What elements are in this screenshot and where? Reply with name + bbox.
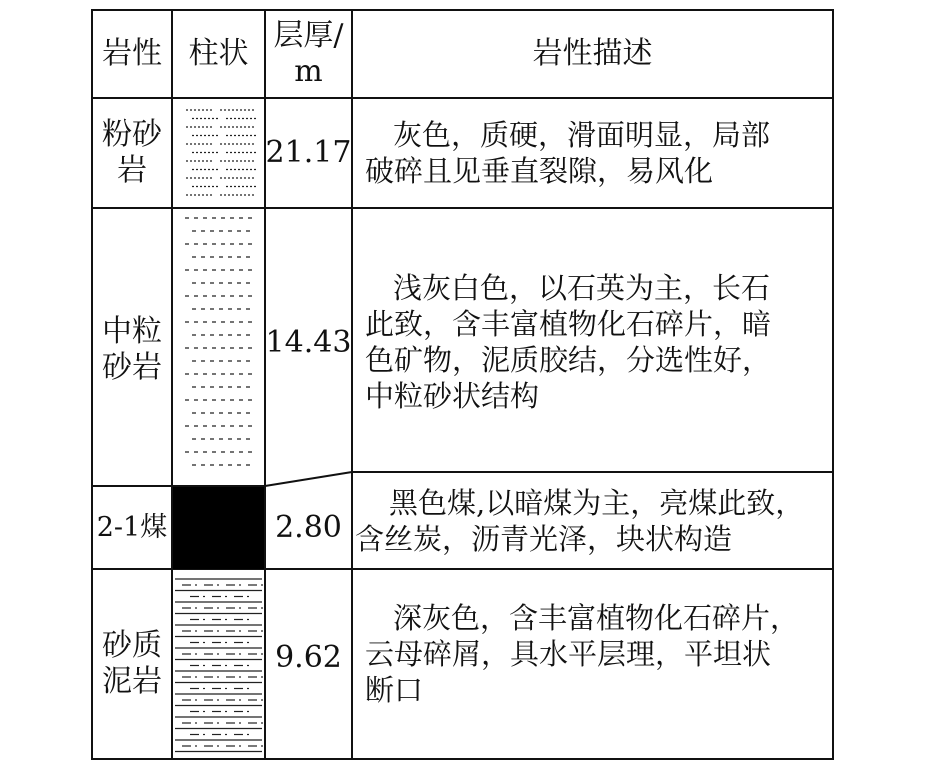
siltstone-pattern [186, 110, 256, 195]
description-line: 此致，含丰富植物化石碎片，暗 [365, 307, 772, 341]
row-siltstone-description [365, 117, 833, 189]
header-thickness [265, 18, 352, 90]
row-name-line: 岩 [117, 153, 147, 188]
description-line: 中粒砂状结构 [365, 379, 540, 413]
row-name-line: 砂岩 [102, 350, 162, 385]
row-sandstone-description [365, 270, 833, 414]
header-thickness-unit: m [294, 54, 323, 89]
row-name-line: 中粒 [102, 314, 162, 349]
row-sandstone-name [92, 314, 172, 386]
description-line: 灰色，质硬，滑面明显，局部 [393, 118, 771, 152]
description-line: 浅灰白色，以石英为主，长石 [393, 271, 771, 305]
coal-block [173, 487, 264, 569]
row-coal-name: 2-1煤 [96, 512, 168, 543]
row-mudstone-thickness: 9.62 [275, 640, 342, 675]
row-mudstone-name [92, 628, 172, 700]
description-line: 含丝炭，沥青光泽，块状构造 [355, 522, 733, 556]
row-sandstone-thickness: 14.43 [265, 325, 352, 360]
row-mudstone-description [365, 600, 833, 708]
row-coal-description [355, 485, 835, 557]
row-name-line: 粉砂 [102, 117, 162, 152]
description-line: 黑色煤,以暗煤为主，亮煤此致， [389, 486, 805, 520]
row-coal-thickness: 2.80 [275, 510, 342, 545]
sandstone-pattern [185, 218, 255, 465]
header-lithology: 岩性 [102, 36, 162, 71]
description-line: 深灰色，含丰富植物化石碎片， [393, 601, 800, 635]
row-siltstone-name [92, 117, 172, 189]
row-siltstone-thickness: 21.17 [265, 135, 352, 170]
header-thickness-label: 层厚/ [273, 18, 344, 53]
description-line: 色矿物，泥质胶结，分选性好， [365, 343, 772, 377]
description-line: 破碎且见垂直裂隙，易风化 [365, 154, 714, 188]
header-column: 柱状 [188, 36, 249, 71]
row-name-line: 泥岩 [102, 664, 162, 699]
row-name-line: 砂质 [102, 628, 162, 663]
header-description: 岩性描述 [532, 36, 653, 71]
description-line: 断口 [365, 673, 424, 707]
mudstone-pattern [175, 579, 263, 752]
description-line: 云母碎屑，具水平层理，平坦状 [365, 637, 772, 671]
